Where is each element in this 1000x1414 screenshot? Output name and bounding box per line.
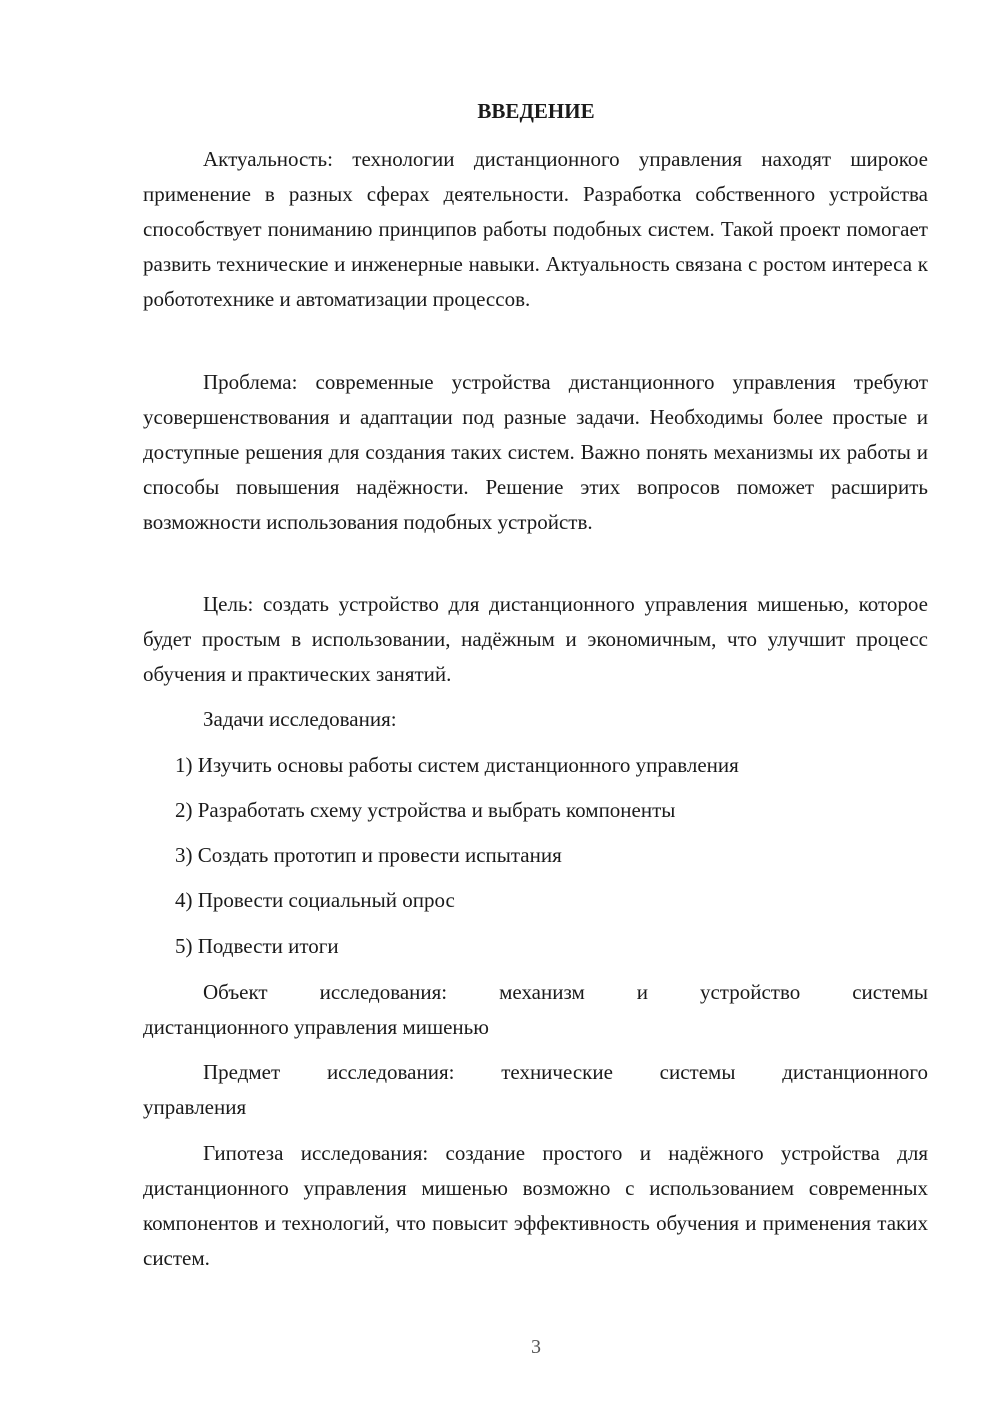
task-item-1: 1) Изучить основы работы систем дистанционного управления xyxy=(175,753,739,777)
subject-line-2: управления xyxy=(143,1095,247,1119)
goal-paragraph: Цель: создать устройство для дистанционного управления мишенью, которое будет простым в использовании, надёжным и экономичным, что улучшит процесс обучения и практических занятий. xyxy=(143,592,928,686)
page-title: ВВЕДЕНИЕ xyxy=(477,99,595,123)
tasks-heading: Задачи исследования: xyxy=(203,707,397,731)
subject-line-1: Предмет исследования: технические системы дистанционного xyxy=(203,1060,928,1084)
hypothesis-paragraph: Гипотеза исследования: создание простого и надёжного устройства для дистанционного управления мишенью возможно с использованием современных компонентов и технологий, что повысит эффективность обучения и применения таких систем. xyxy=(143,1141,928,1270)
task-item-5: 5) Подвести итоги xyxy=(175,934,339,958)
task-item-4: 4) Провести социальный опрос xyxy=(175,888,455,912)
task-item-3: 3) Создать прототип и провести испытания xyxy=(175,843,562,867)
page-number: 3 xyxy=(531,1336,541,1358)
object-line-1: Объект исследования: механизм и устройство системы xyxy=(203,980,928,1004)
object-line-2: дистанционного управления мишенью xyxy=(143,1015,489,1039)
problem-paragraph: Проблема: современные устройства дистанционного управления требуют усовершенствования и адаптации под разные задачи. Необходимы более простые и доступные решения для создания таких систем. Важно понять механизмы их работы и способы повышения надёжности. Решение этих вопросов поможет расширить возможности использования подобных устройств. xyxy=(143,370,928,534)
task-item-2: 2) Разработать схему устройства и выбрать компоненты xyxy=(175,798,676,822)
relevance-paragraph: Актуальность: технологии дистанционного управления находят широкое применение в разных сферах деятельности. Разработка собственного устройства способствует пониманию принципов работы подобных систем. Такой проект помогает развить технические и инженерные навыки. Актуальность связана с ростом интереса к робототехнике и автоматизации процессов. xyxy=(143,147,928,311)
